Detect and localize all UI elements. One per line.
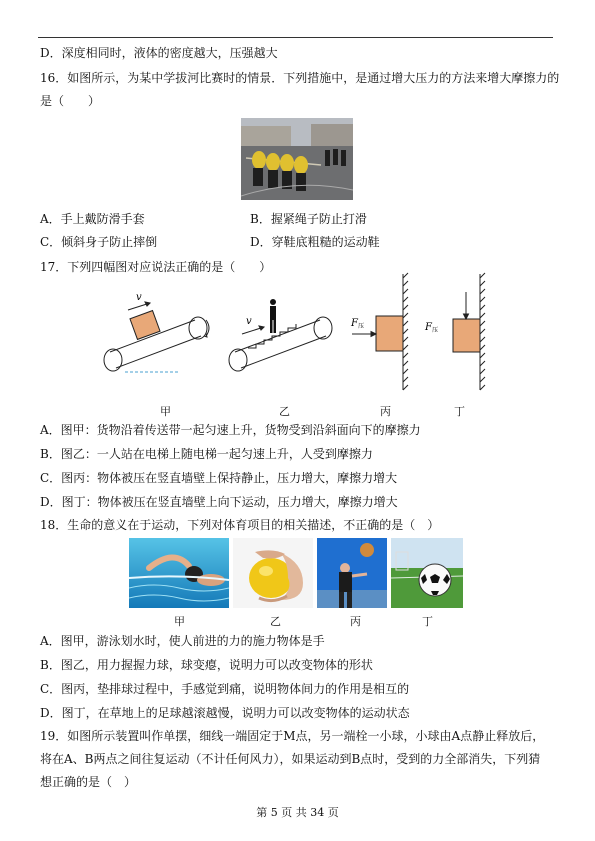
q19-stem-line1: 19．如图所示装置叫作单摆，细线一端固定于M点，另一端栓一小球，小球由A点静止释放后， — [40, 729, 545, 743]
q17-stem: 17．下列四幅图对应说法正确的是（ ） — [40, 260, 272, 274]
fig-yi-velocity-label: v — [246, 316, 252, 327]
q15-option-d: D．深度相同时，液体的密度越大，压强越大 — [40, 46, 278, 60]
fig-bing-block — [376, 316, 403, 351]
fig-ding-block — [453, 319, 480, 352]
q19-stem-line2: 将在A、B两点之间往复运动（不计任何风力），如果运动到B点时，受到的力全部消失，下列猜 — [40, 752, 541, 766]
q18-option-d: D．图丁，在草地上的足球越滚越慢，说明力可以改变物体的运动状态 — [40, 706, 410, 720]
fig-bing-force-label: $F_压$ — [351, 318, 364, 330]
q16-option-c: C．倾斜身子防止摔倒 — [40, 235, 158, 249]
q18-option-c: C．图丙，垫排球过程中，手感觉到痛，说明物体间力的作用是相互的 — [40, 682, 410, 696]
q17-option-d: D．图丁：物体被压在竖直墙壁上向下运动，压力增大，摩擦力增大 — [40, 495, 398, 509]
q17-fig-label-bing: 丙 — [380, 405, 391, 418]
q18-fig-label-bing: 丙 — [350, 615, 361, 628]
q18-option-a: A．图甲，游泳划水时，使人前进的力的施力物体是手 — [40, 634, 325, 648]
fig-bing-force-arrow — [352, 332, 376, 337]
q18-fig-label-jia: 甲 — [174, 615, 185, 628]
q17-fig-label-ding: 丁 — [454, 405, 465, 418]
fig-yi-person — [270, 299, 276, 333]
fig-ding-wall — [480, 273, 485, 390]
q18-fig-label-ding: 丁 — [422, 615, 433, 628]
q18-stem: 18．生命的意义在于运动，下列对体育项目的相关描述，不正确的是（ ） — [40, 518, 440, 532]
q17-fig-label-yi: 乙 — [279, 405, 290, 418]
q16-option-d: D．穿鞋底粗糙的运动鞋 — [250, 235, 380, 249]
q19-stem-line3: 想正确的是（ ） — [40, 775, 137, 789]
grip-ball-photo — [233, 538, 313, 608]
fig-bing-wall — [403, 273, 408, 390]
fig-ding-force-arrow — [464, 292, 469, 319]
q16-stem-line2: 是（ ） — [40, 94, 101, 108]
q17-option-a: A．图甲：货物沿着传送带一起匀速上升，货物受到沿斜面向下的摩擦力 — [40, 423, 421, 437]
fig-yi-escalator — [229, 317, 332, 371]
volleyball-photo — [317, 538, 387, 608]
q17-option-b: B．图乙：一人站在电梯上随电梯一起匀速上升，人受到摩擦力 — [40, 447, 373, 461]
q17-option-c: C．图丙：物体被压在竖直墙壁上保持静止，压力增大，摩擦力增大 — [40, 471, 398, 485]
q17-figures — [100, 272, 500, 402]
fig-yi-velocity-arrow — [242, 326, 264, 334]
q16-option-b: B．握紧绳子防止打滑 — [250, 212, 367, 226]
q18-option-b: B．图乙，用力握握力球，球变瘪，说明力可以改变物体的形状 — [40, 658, 373, 672]
q16-option-a: A．手上戴防滑手套 — [40, 212, 145, 226]
q16-stem-line1: 16．如图所示，为某中学拔河比赛时的情景．下列措施中，是通过增大压力的方法来增大摩擦力的 — [40, 71, 560, 85]
tug-of-war-photo — [241, 118, 353, 200]
q18-fig-label-yi: 乙 — [270, 615, 281, 628]
q17-fig-label-jia: 甲 — [160, 405, 171, 418]
fig-jia-velocity-arrow — [128, 302, 150, 310]
fig-jia-velocity-label: v — [136, 292, 142, 303]
header-rule — [38, 37, 553, 38]
swimming-photo — [129, 538, 229, 608]
page-footer: 第 5 页 共 34 页 — [256, 806, 339, 819]
fig-ding-force-label: $F_压$ — [425, 322, 438, 334]
soccer-ball-photo — [391, 538, 463, 608]
